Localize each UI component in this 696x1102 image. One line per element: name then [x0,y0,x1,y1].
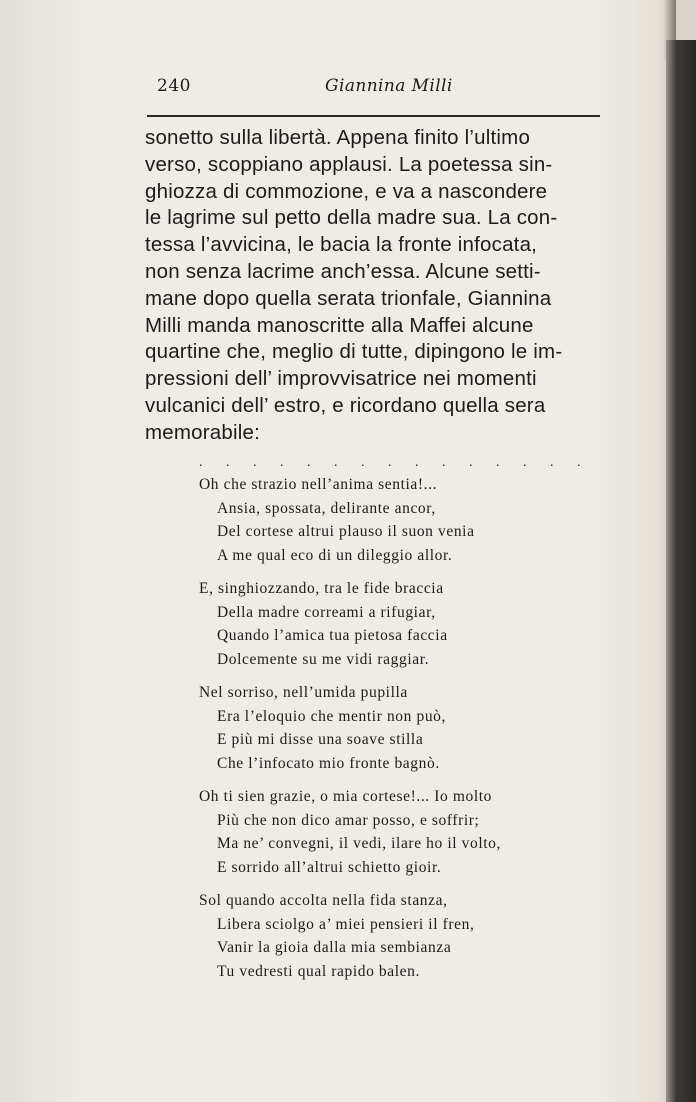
poem-verse: Quando l’amica tua pietosa faccia [217,627,448,644]
poem-ellipsis: . . . . . . . . . . . . . . . [199,455,591,470]
poem-verse: E, singhiozzando, tra le fide braccia [199,580,444,597]
header-rule [147,115,600,117]
prose-line: memorabile: [145,420,260,444]
running-title: Giannina Milli [325,76,453,96]
prose-line: Milli manda manoscritte alla Maffei alcune [145,313,534,337]
poem-verse: Oh che strazio nell’anima sentia!... [199,476,438,493]
poem-verse: Ansia, spossata, delirante ancor, [217,499,436,517]
poem-verse: Vanir la gioia dalla mia sembianza [217,939,452,956]
poem-verse: Della madre correami a rifugiar, [217,603,436,621]
poem-verse: Più che non dico amar posso, e soffrir; [217,811,480,829]
poem-stanza [199,473,579,567]
poem-stanza [199,785,579,879]
prose-line: mane dopo quella serata trionfale, Giannina [145,286,552,310]
prose-line: sonetto sulla libertà. Appena finito l’ultimo [145,126,531,149]
poem-verse: Che l’infocato mio fronte bagnò. [217,754,440,772]
poem-verse: Del cortese altrui plauso il suon venia [217,523,475,540]
prose-line: non senza lacrime anch’essa. Alcune setti- [145,259,541,283]
poem-verse: Ma ne’ convegni, il vedi, ilare ho il volto, [217,835,501,852]
prose-line: quartine che, meglio di tutte, dipingono le im- [145,340,563,364]
prose-line: vulcanici dell’ estro, e ricordano quella sera [145,393,546,417]
page-number: 240 [157,76,191,96]
book-spine [666,40,696,1102]
prose-line: verso, scoppiano applausi. La poetessa sin- [145,152,553,176]
page-header [157,76,597,102]
poem-stanza [199,681,579,775]
poem [199,453,591,993]
poem-verse: E più mi disse una soave stilla [217,731,424,748]
poem-verse: Tu vedresti qual rapido balen. [217,962,420,980]
poem-stanza [199,889,579,983]
poem-verse: E sorrido all’altrui schietto gioir. [217,858,442,876]
prose-paragraph [145,125,605,447]
poem-stanza [199,577,579,671]
poem-verse: A me qual eco di un dileggio allor. [217,546,453,564]
poem-verse: Oh ti sien grazie, o mia cortese!... Io molto [199,788,493,805]
poem-verse: Era l’eloquio che mentir non può, [217,707,446,725]
prose-line: le lagrime sul petto della madre sua. La con- [145,206,558,230]
poem-verse: Nel sorriso, nell’umida pupilla [199,684,408,701]
poem-verse: Dolcemente su me vidi raggiar. [217,650,430,668]
prose-line: pressioni dell’ improvvisatrice nei momenti [145,367,537,391]
poem-verse: Libera sciolgo a’ miei pensieri il fren, [217,915,475,933]
poem-verse: Sol quando accolta nella fida stanza, [199,892,448,909]
prose-line: ghiozza di commozione, e va a nascondere [145,179,548,203]
prose-line: tessa l’avvicina, le bacia la fronte infocata, [145,233,538,257]
